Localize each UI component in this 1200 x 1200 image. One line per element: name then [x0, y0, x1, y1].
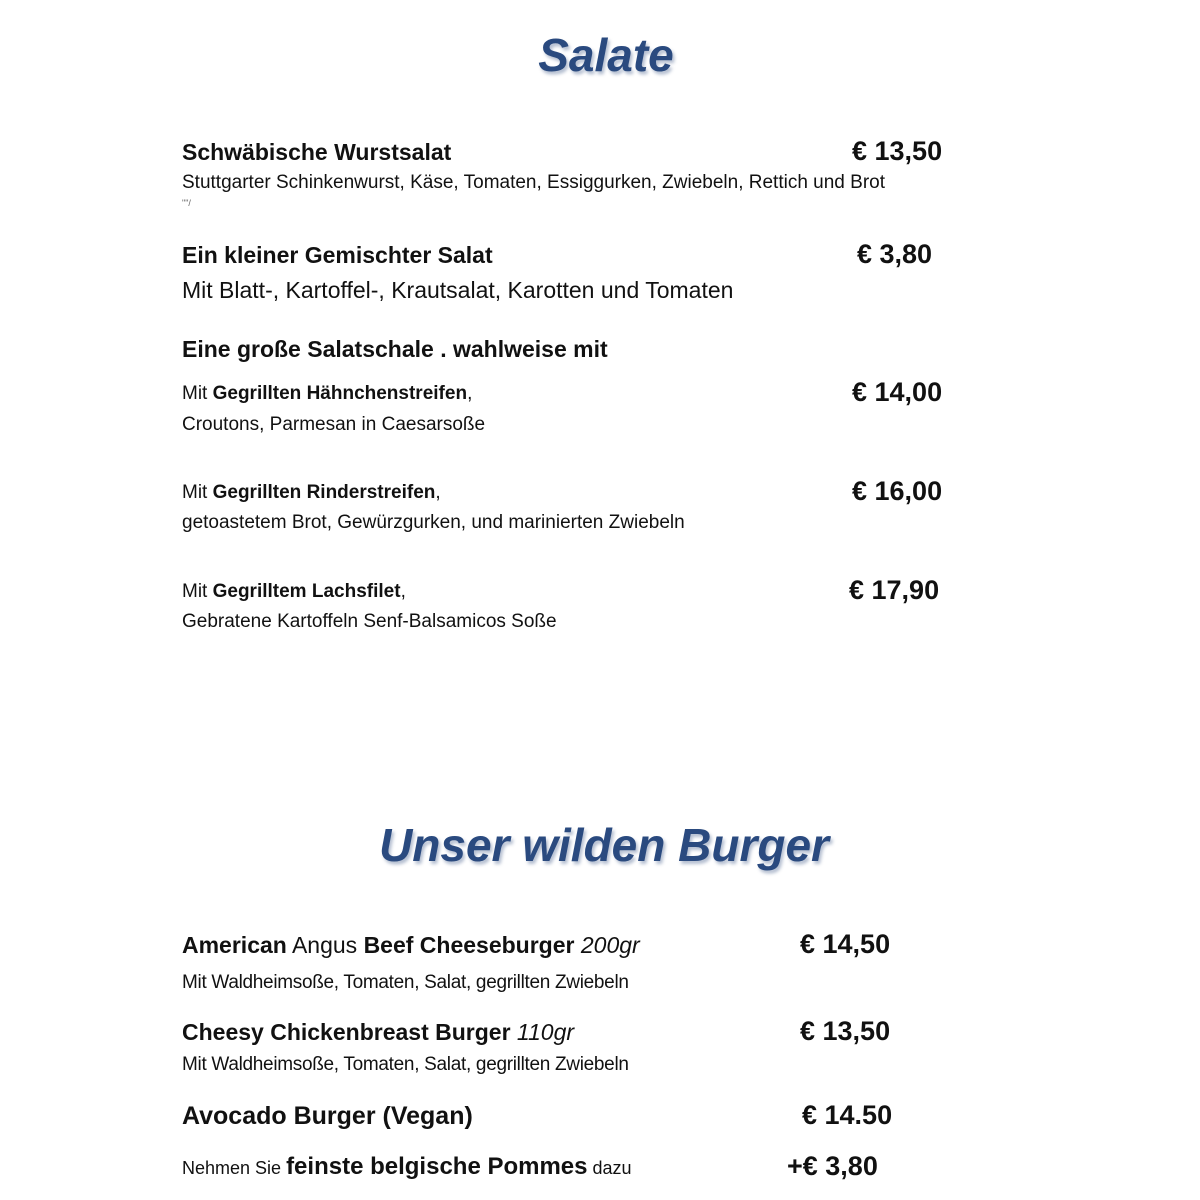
salad-option-description: Croutons, Parmesan in Caesarsoße: [182, 414, 486, 435]
burgers-heading: Unser wilden Burger: [379, 819, 829, 871]
salad-bowl-heading: Eine große Salatschale . wahlweise mit: [182, 336, 608, 362]
salad-item-note: ""/: [182, 198, 191, 208]
burger-item-price: € 14.50: [802, 1100, 893, 1130]
fries-extra-price: +€ 3,80: [787, 1151, 878, 1181]
salad-option-name: Mit Gegrilltem Lachsfilet,: [182, 581, 406, 602]
burger-item-description: Mit Waldheimsoße, Tomaten, Salat, gegrillten Zwiebeln: [182, 1054, 629, 1075]
salad-item-price: € 13,50: [852, 136, 943, 166]
salad-option-name: Mit Gegrillten Hähnchenstreifen,: [182, 383, 473, 404]
burger-item-price: € 13,50: [800, 1016, 891, 1046]
salad-item-name: Ein kleiner Gemischter Salat: [182, 242, 493, 268]
salad-item-price: € 3,80: [857, 239, 933, 269]
salad-option-description: getoastetem Brot, Gewürzgurken, und marinierten Zwiebeln: [182, 512, 685, 533]
salad-item-name: Schwäbische Wurstsalat: [182, 139, 452, 165]
salad-option-price: € 14,00: [852, 377, 943, 407]
burger-item-price: € 14,50: [800, 929, 891, 959]
salad-option-price: € 16,00: [852, 476, 943, 506]
salads-heading: Salate: [538, 29, 674, 81]
salad-option-description: Gebratene Kartoffeln Senf-Balsamicos Soße: [182, 611, 557, 632]
burger-item-name: Cheesy Chickenbreast Burger 110gr: [182, 1019, 575, 1045]
salad-item-description: Stuttgarter Schinkenwurst, Käse, Tomaten, Essiggurken, Zwiebeln, Rettich und Brot: [182, 172, 885, 193]
burger-item-name: American Angus Beef Cheeseburger 200gr: [182, 932, 640, 958]
salad-item-description: Mit Blatt-, Kartoffel-, Krautsalat, Karotten und Tomaten: [182, 277, 734, 303]
salad-option-name: Mit Gegrillten Rinderstreifen,: [182, 482, 441, 503]
fries-extra-text: Nehmen Sie feinste belgische Pommes dazu: [182, 1153, 632, 1180]
burger-item-name: Avocado Burger (Vegan): [182, 1102, 473, 1130]
salad-option-price: € 17,90: [849, 575, 940, 605]
burger-item-description: Mit Waldheimsoße, Tomaten, Salat, gegrillten Zwiebeln: [182, 972, 629, 993]
